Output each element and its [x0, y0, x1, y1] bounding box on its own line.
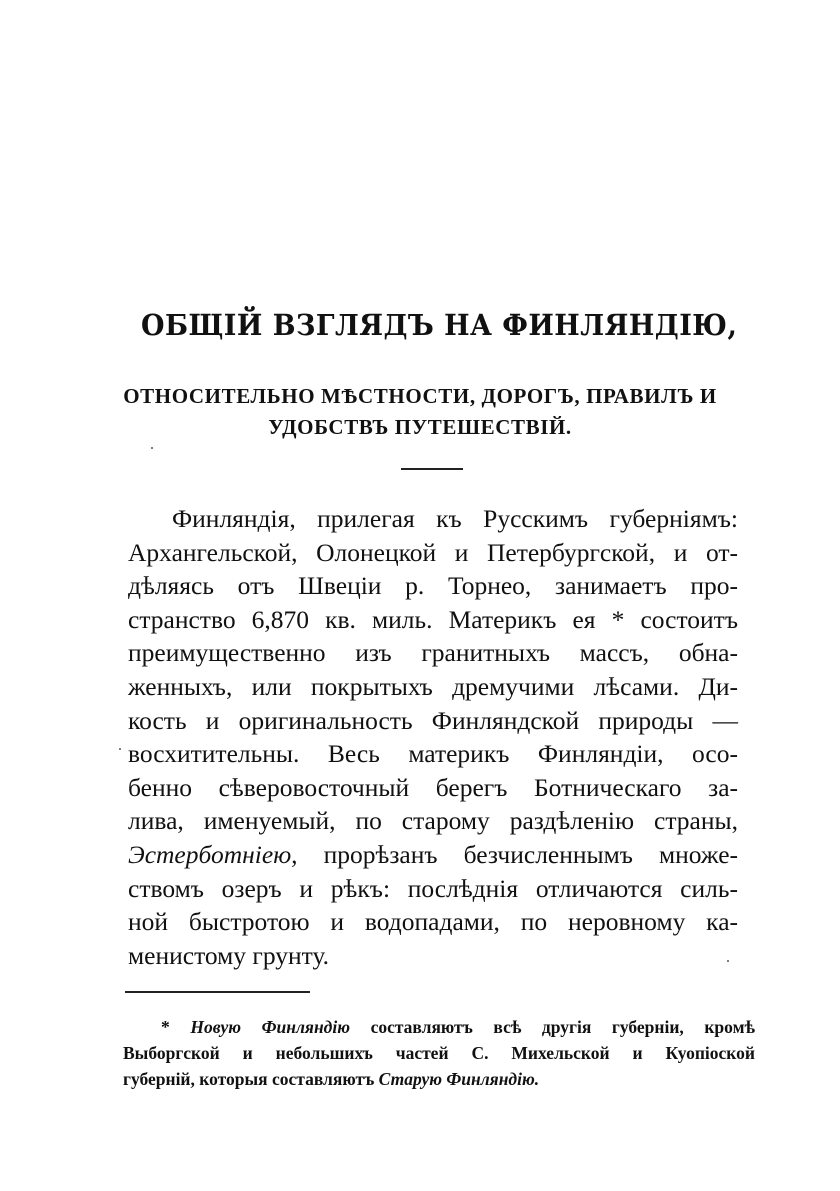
footnote-line-2: Выборгской и небольшихъ частей С. Михельской и Куопіоской	[123, 1043, 755, 1063]
footnote-text-3: губерній, которыя составляютъ	[123, 1069, 375, 1089]
body-line-with-italic	[128, 838, 738, 872]
body-line-rest: прорѣзанъ безчисленнымъ множе-	[323, 839, 739, 869]
italic-term: Эстерботніею,	[128, 839, 298, 869]
footnote-divider	[125, 991, 310, 993]
footnote-italic-1: Новую Финляндію	[190, 1017, 350, 1037]
body-line: женныхъ, или покрытыхъ дремучими лѣсами. Ди-	[128, 671, 738, 701]
body-line: дѣляясь отъ Швеціи р. Торнео, занимаетъ про-	[128, 571, 738, 601]
body-line: менистому грунту.	[128, 940, 330, 970]
body-line: лива, именуемый, по старому раздѣленію страны,	[128, 806, 738, 836]
print-speck	[151, 447, 153, 449]
page-title: ОБЩІЙ ВЗГЛЯДЪ НА ФИНЛЯНДІЮ,	[141, 308, 738, 342]
body-line: преимущественно изъ гранитныхъ массъ, обна-	[128, 638, 738, 668]
footnote-text-1: составляютъ всѣ другія губерніи, кромѣ	[370, 1017, 756, 1037]
body-line: кость и оригинальность Финляндской природы —	[128, 705, 738, 735]
footnote-marker: *	[161, 1017, 170, 1037]
body-line: странство 6,870 кв. миль. Материкъ ея * состоитъ	[128, 604, 738, 634]
page-subtitle	[100, 381, 740, 443]
footnote-line-3	[123, 1066, 755, 1092]
footnote-italic-3: Старую Финляндію.	[378, 1069, 540, 1089]
body-line: Архангельской, Олонецкой и Петербургской, и от-	[128, 537, 738, 567]
footnote-line-1	[123, 1014, 755, 1040]
body-paragraph	[128, 502, 738, 972]
subtitle-line-2: УДОБСТВЪ ПУТЕШЕСТВІЙ.	[268, 415, 572, 439]
print-speck	[119, 748, 121, 750]
body-line: ствомъ озеръ и рѣкъ: послѣднія отличаются силь-	[128, 873, 738, 903]
body-line: бенно сѣверовосточный берегъ Ботническаго за-	[128, 772, 738, 802]
body-line: Финляндія, прилегая къ Русскимъ губерніямъ:	[172, 504, 738, 533]
footnote	[123, 1014, 755, 1092]
title-divider	[401, 468, 463, 470]
body-line: восхитительны. Весь материкъ Финляндіи, осо-	[128, 739, 738, 769]
body-line: ной быстротою и водопадами, по неровному ка-	[128, 907, 738, 937]
print-speck	[727, 960, 729, 962]
subtitle-line-1: ОТНОСИТЕЛЬНО МѢСТНОСТИ, ДОРОГЪ, ПРАВИЛЪ И	[123, 384, 717, 408]
